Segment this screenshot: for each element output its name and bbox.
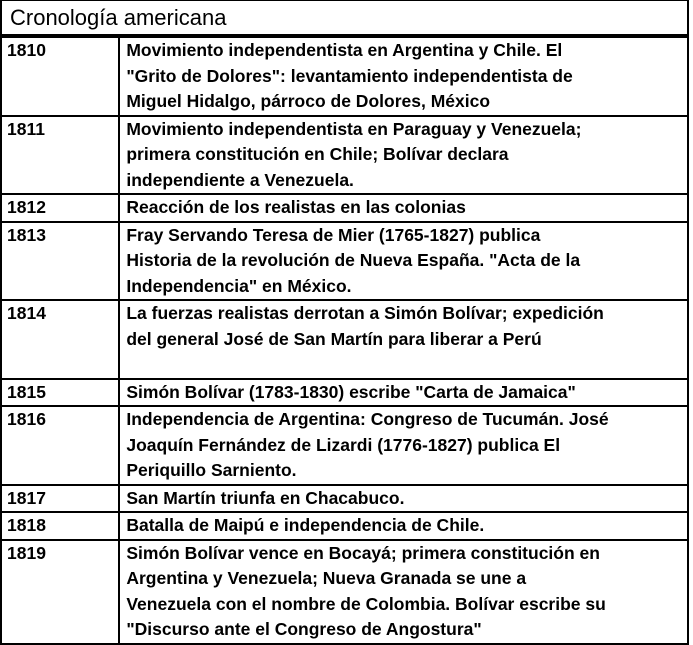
table-row — [1, 116, 688, 195]
table-row — [1, 379, 688, 407]
year-cell[interactable]: 1819 — [1, 540, 119, 644]
event-text-line: Independencia" en México. — [126, 275, 352, 296]
event-cell[interactable] — [119, 406, 688, 485]
event-text-line: Historia de la revolución de Nueva España. "Acta de la — [126, 250, 581, 270]
event-cell[interactable] — [119, 37, 688, 116]
event-text-line: Movimiento independentista en Paraguay y Venezuela; — [126, 118, 582, 139]
event-text-line: Venezuela con el nombre de Colombia. Bolívar escribe su — [126, 593, 606, 614]
event-text-line: del general José de San Martín para liberar a Perú — [126, 328, 542, 349]
year-cell[interactable]: 1811 — [1, 116, 119, 195]
event-text-line: independiente a Venezuela. — [126, 169, 354, 190]
event-text-line: "Grito de Dolores": levantamiento independentista de — [126, 65, 573, 86]
table-row — [1, 512, 688, 540]
table-row — [1, 540, 688, 644]
table-row — [1, 37, 688, 116]
event-cell[interactable] — [119, 512, 688, 540]
event-text-line: La fuerzas realistas derrotan a Simón Bolívar; expedición — [126, 303, 604, 323]
year-cell[interactable]: 1816 — [1, 406, 119, 485]
table-row — [1, 485, 688, 513]
event-text-line: Reacción de los realistas en las colonias — [126, 197, 466, 217]
year-cell[interactable]: 1817 — [1, 485, 119, 513]
event-text-line: "Discurso ante el Congreso de Angostura" — [126, 619, 482, 639]
table-row — [1, 406, 688, 485]
event-text-line: Simón Bolívar vence en Bocayá; primera constitución en — [126, 542, 600, 563]
year-cell[interactable]: 1813 — [1, 222, 119, 301]
event-text-line: Batalla de Maipú e independencia de Chile. — [126, 515, 485, 535]
event-text-line: Periquillo Sarniento. — [126, 460, 297, 480]
event-text-line: Argentina y Venezuela; Nueva Granada se une a — [126, 568, 527, 588]
year-cell[interactable]: 1815 — [1, 379, 119, 407]
event-cell[interactable] — [119, 116, 688, 195]
table-row — [1, 300, 688, 379]
event-cell[interactable] — [119, 540, 688, 644]
table-row — [1, 222, 688, 301]
event-text-line — [126, 352, 683, 378]
event-cell[interactable] — [119, 194, 688, 222]
chronology-rows — [1, 37, 688, 644]
event-text-line: Joaquín Fernández de Lizardi (1776-1827) publica El — [126, 434, 561, 455]
event-text-line: Independencia de Argentina: Congreso de Tucumán. José — [126, 409, 609, 429]
event-text-line: Movimiento independentista en Argentina y Chile. El — [126, 40, 563, 60]
year-cell[interactable]: 1812 — [1, 194, 119, 222]
event-cell[interactable] — [119, 300, 688, 379]
event-text-line: Miguel Hidalgo, párroco de Dolores, México — [126, 91, 491, 111]
event-text-line: San Martín triunfa en Chacabuco. — [126, 487, 405, 508]
event-text-line: Simón Bolívar (1783-1830) escribe "Carta de Jamaica" — [126, 381, 576, 402]
table-row — [1, 194, 688, 222]
event-cell[interactable] — [119, 222, 688, 301]
year-cell[interactable]: 1818 — [1, 512, 119, 540]
year-cell[interactable]: 1810 — [1, 37, 119, 116]
event-cell[interactable] — [119, 485, 688, 513]
event-text-line: Fray Servando Teresa de Mier (1765-1827) publica — [126, 224, 541, 245]
event-cell[interactable] — [119, 379, 688, 407]
sheet-title[interactable]: Cronología americana — [0, 0, 689, 36]
event-text-line: primera constitución en Chile; Bolívar declara — [126, 144, 509, 164]
chronology-table — [0, 36, 689, 645]
year-cell[interactable]: 1814 — [1, 300, 119, 379]
